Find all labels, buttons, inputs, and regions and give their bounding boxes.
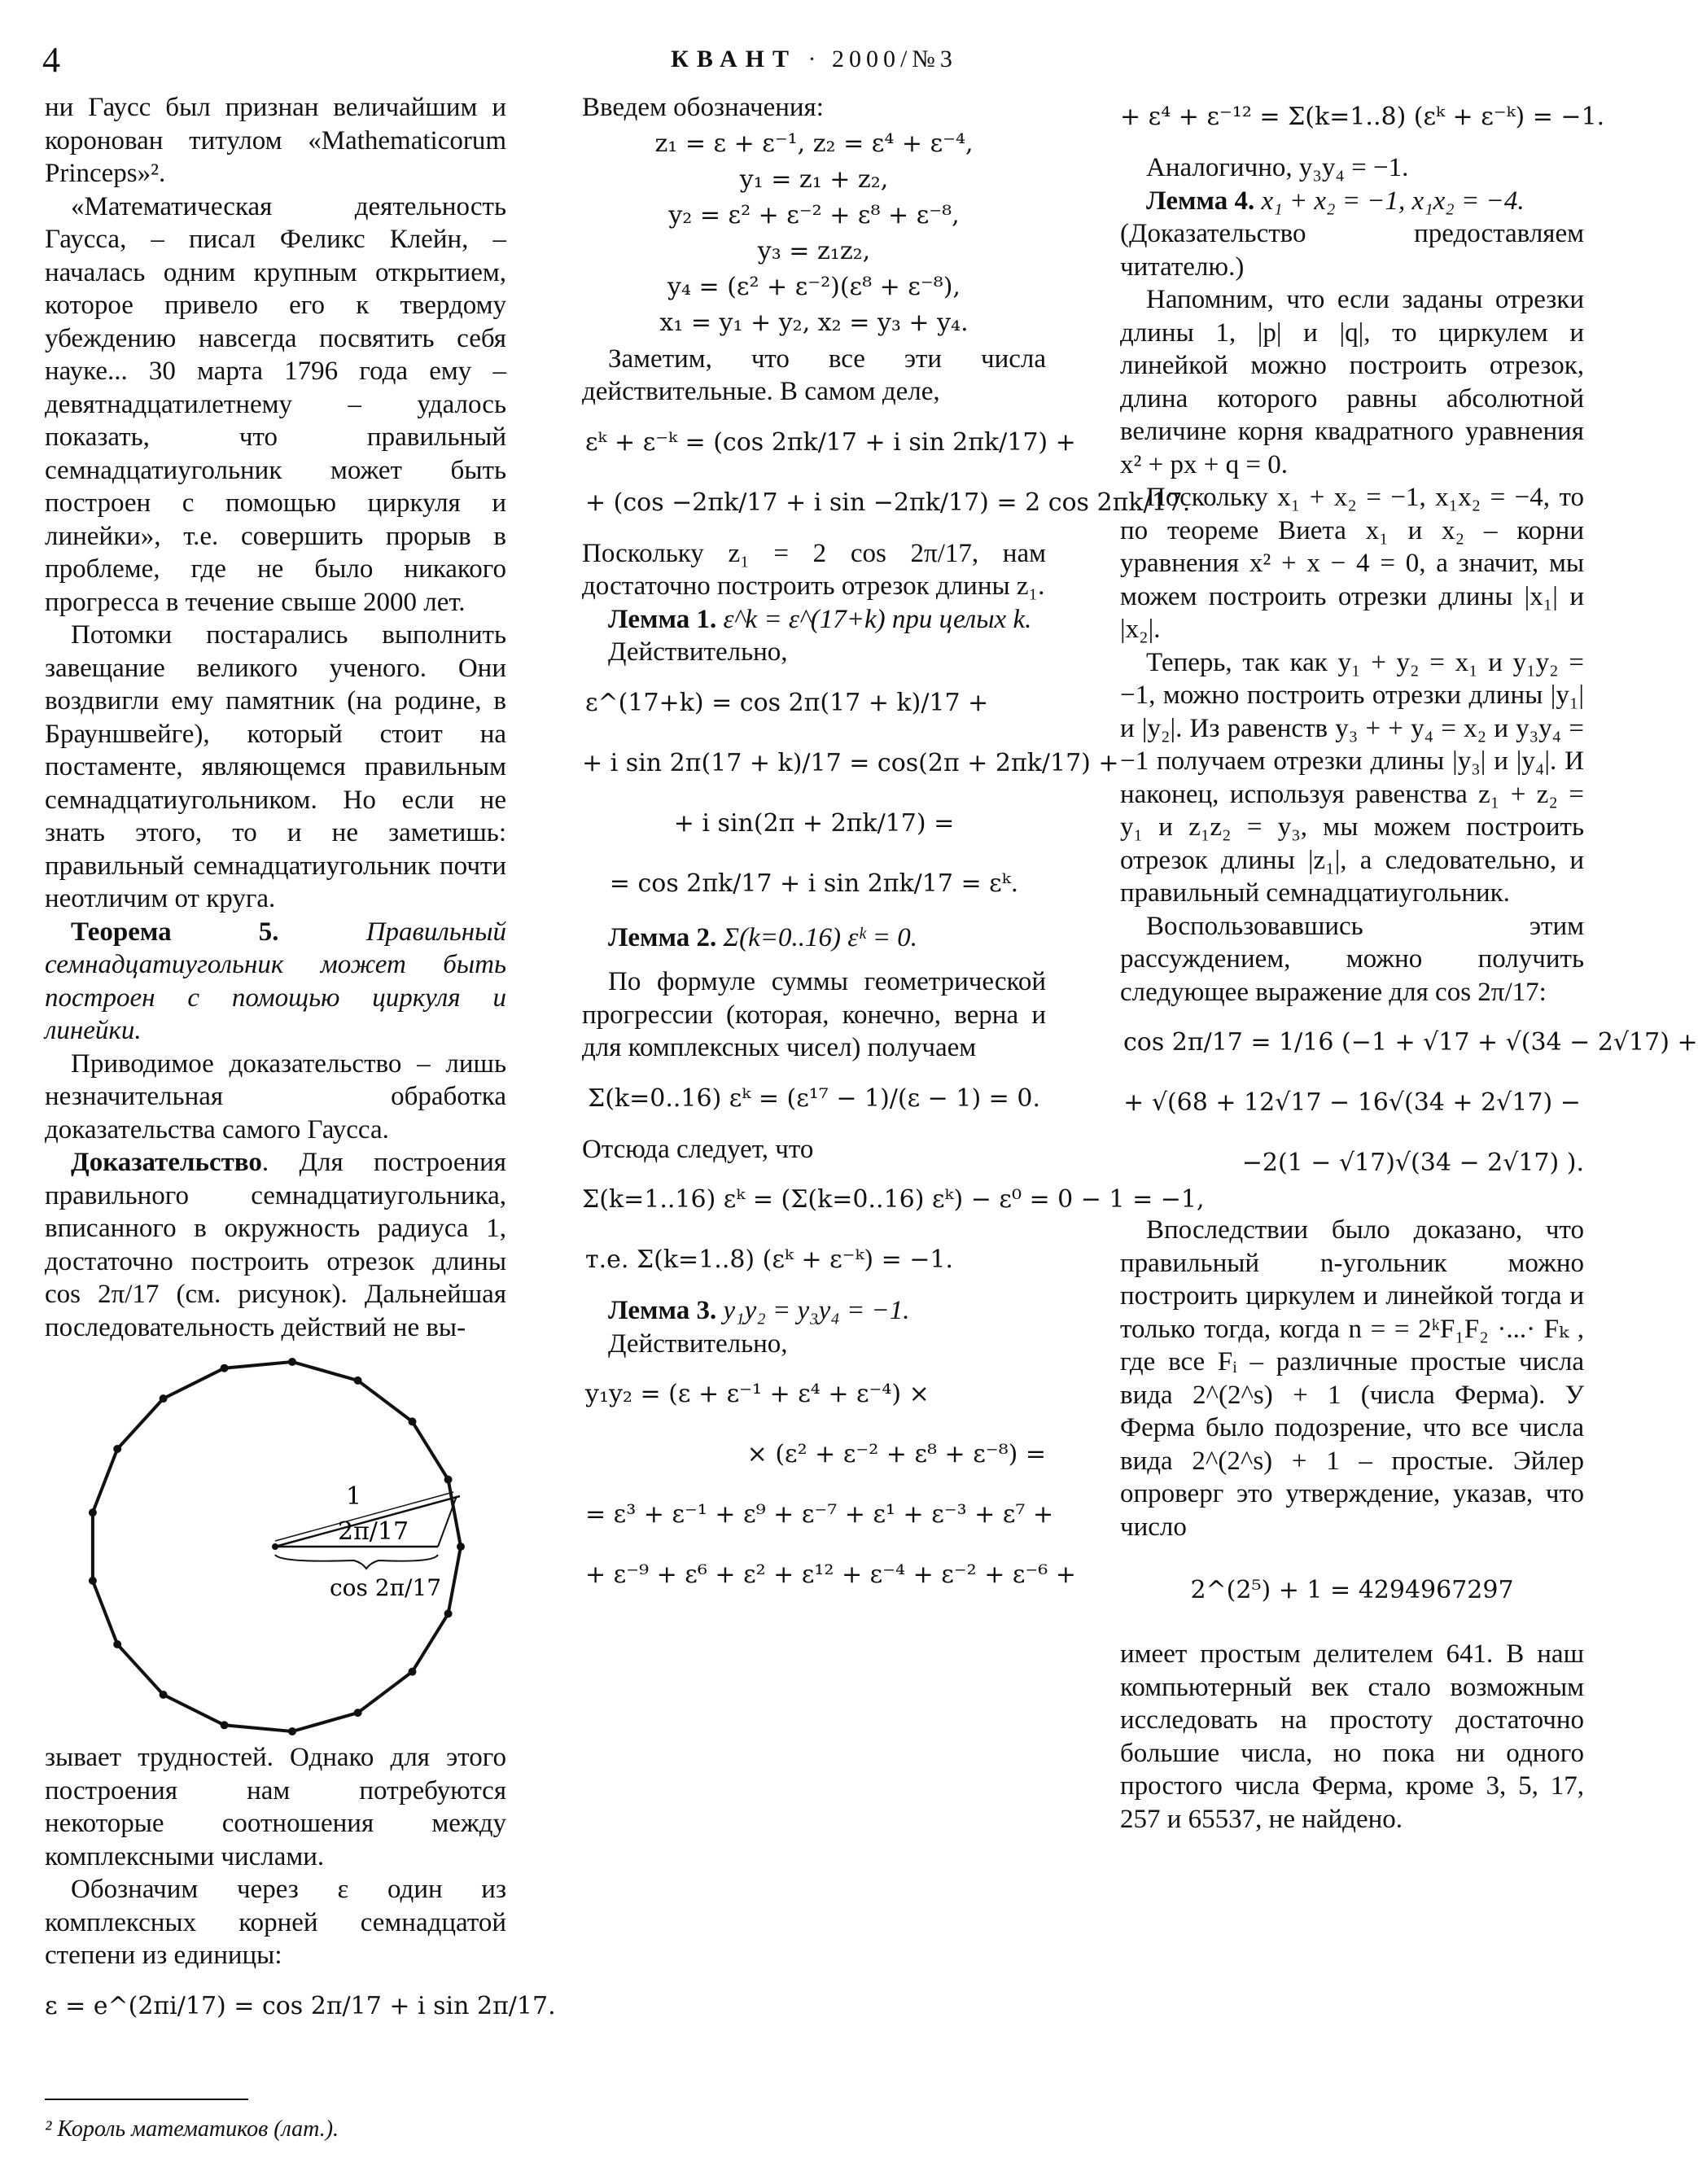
polygon-vertex bbox=[288, 1727, 296, 1735]
page-header bbox=[42, 39, 1586, 88]
eq-real-2: + (cos −2πk/17 + i sin −2πk/17) = 2 cos 2πk/17. bbox=[585, 488, 1191, 517]
polygon-vertex bbox=[444, 1476, 453, 1484]
col3-p3: Напомним, что если заданы отрезки длины 1, |p| и |q|, то циркулем и линейкой можно построить отрезок, длина которого равны абсолютной величине корня квадратного уравнения x² + px + q = 0. bbox=[1120, 285, 1584, 479]
col1-p4: Приводимое доказательство – лишь незначительная обработка доказательства самого Гаусса. bbox=[45, 1048, 506, 1145]
lemma-2 bbox=[582, 921, 1046, 955]
eq-geom-sum: Σ(k=0..16) εᵏ = (ε¹⁷ − 1)/(ε − 1) = 0. bbox=[588, 1083, 1040, 1113]
lemma-1-text: ε^k = ε^(17+k) при целых k. bbox=[723, 604, 1032, 634]
fig-label-angle: 2π/17 bbox=[338, 1517, 409, 1546]
journal-issue: · 2000/№3 bbox=[807, 46, 957, 72]
col2-p6: Отсюда следует, что bbox=[582, 1134, 814, 1164]
polygon-vertex bbox=[409, 1417, 417, 1425]
lemma-1-label: Лемма 1. bbox=[608, 604, 717, 634]
col1-p1: ни Гаусс был признан величайшим и коронован титулом «Mathematicorum Princeps»². bbox=[45, 93, 506, 188]
eq-y2: y₂ = ε² + ε⁻² + ε⁸ + ε⁻⁸, bbox=[668, 200, 960, 230]
eq-sum-2: т.е. Σ(k=1..8) (εᵏ + ε⁻ᵏ) = −1. bbox=[585, 1245, 954, 1274]
col1-p6: Обозначим через ε один из комплексных корней семнадцатой степени из единицы: bbox=[45, 1875, 506, 1970]
eq-epsilon: ε = e^(2πi/17) = cos 2π/17 + i sin 2π/17. bbox=[45, 1991, 556, 2020]
polygon-vertex bbox=[409, 1668, 417, 1676]
eq-real-1: εᵏ + ε⁻ᵏ = (cos 2πk/17 + i sin 2πk/17) + bbox=[585, 427, 1076, 457]
theorem-label: Теорема 5. bbox=[71, 917, 279, 947]
eq-fermat: 2^(2⁵) + 1 = 4294967297 bbox=[1190, 1576, 1514, 1604]
journal-name: КВАНТ bbox=[671, 46, 797, 72]
polygon-vertex bbox=[288, 1358, 296, 1366]
footnote: ² Король математиков (лат.). bbox=[45, 2116, 339, 2142]
eq-cos-3: −2(1 − √17)√(34 − 2√17) ). bbox=[1241, 1149, 1584, 1177]
theorem-text: Правильный семнадцатиугольник может быть построен с помощью циркуля и линейки. bbox=[45, 917, 507, 1045]
eq-x: x₁ = y₁ + y₂, x₂ = y₃ + y₄. bbox=[659, 308, 969, 337]
col2-p2: Заметим, что все эти числа действительные. В самом деле, bbox=[582, 344, 1046, 406]
eq-z: z₁ = ε + ε⁻¹, z₂ = ε⁴ + ε⁻⁴, bbox=[654, 129, 974, 158]
eq-lemma1-2: + i sin 2π(17 + k)/17 = cos(2π + 2πk/17) + bbox=[582, 748, 1119, 777]
eq-sum-1: Σ(k=1..16) εᵏ = (Σ(k=0..16) εᵏ) − ε⁰ = 0 − 1 = −1, bbox=[582, 1185, 1205, 1214]
fig-label-cos: cos 2π/17 bbox=[330, 1574, 442, 1601]
eq-prod-4: + ε⁻⁹ + ε⁶ + ε² + ε¹² + ε⁻⁴ + ε⁻² + ε⁻⁶ + bbox=[585, 1560, 1076, 1589]
eq-y3: y₃ = z₁z₂, bbox=[757, 236, 871, 265]
polygon-vertex bbox=[354, 1376, 362, 1385]
polygon-vertex bbox=[354, 1709, 362, 1717]
journal-title bbox=[42, 46, 1586, 73]
lemma-2-label: Лемма 2. bbox=[608, 922, 717, 952]
polygon-vertex bbox=[457, 1543, 465, 1551]
eq-lemma1-4: = cos 2πk/17 + i sin 2πk/17 = εᵏ. bbox=[609, 869, 1019, 898]
polygon-vertex bbox=[89, 1577, 97, 1585]
col2-p1: Введем обозначения: bbox=[582, 93, 824, 122]
eq-y4: y₄ = (ε² + ε⁻²)(ε⁸ + ε⁻⁸), bbox=[667, 272, 961, 301]
lemma-2-text: Σ(k=0..16) εᵏ = 0. bbox=[723, 922, 918, 952]
col3-p4: Поскольку x₁ + x₂ = −1, x₁x₂ = −4, то по теореме Виета x₁ и x₂ – корни уравнения x² + x − 4 = 0, а значит, мы можем построить отрезки длины |x₁| и |x₂|. bbox=[1120, 483, 1584, 644]
polygon-vertex bbox=[160, 1691, 168, 1699]
polygon-vertex bbox=[444, 1609, 453, 1617]
proof-text: . Для построения правильного семнадцатиугольника, вписанного в окружность радиуса 1, достаточно построить отрезок длины cos 2π/17 (см. рисунок). Дальнейшая последовательность действий не вы- bbox=[45, 1148, 506, 1342]
heptadecagon-svg bbox=[45, 1355, 506, 1738]
col1-p2: «Математическая деятельность Гаусса, – писал Феликс Клейн, – началась одним крупным открытием, которое привело его к твердому убеждению навсегда посвятить себя науке... 30 марта 1796 года ему – девятнадцатилетнему – удалось показать, что правильный семнадцатиугольник может быть построен с помощью циркуля и линейки», т.е. совершить прорыв в проблеме, где не было никакого прогресса в течение свыше 2000 лет. bbox=[45, 191, 506, 617]
fig-label-one: 1 bbox=[346, 1482, 362, 1511]
col3-p8: имеет простым делителем 641. В наш компьютерный век стало возможным исследовать на простоту достаточно большие числа, но пока ни одного простого числа Ферма, кроме 3, 5, 17, 257 и 65537, не найдено. bbox=[1120, 1639, 1584, 1834]
polygon-vertex bbox=[89, 1508, 97, 1517]
col3-p5: Теперь, так как y₁ + y₂ = x₁ и y₁y₂ = −1, можно построить отрезки длины |y₁| и |y₂|. Из равенств y₃ + + y₄ = x₂ и y₃y₄ = −1 получаем отрезки длины |y₃| и |y₄|. И наконец, используя равенства z₁ + z₂ = y₁ и z₁z₂ = y₃, мы можем построить отрезок длины |z₁|, а следовательно, и правильный семнадцатиугольник. bbox=[1120, 647, 1584, 908]
eq-prod-2: × (ε² + ε⁻² + ε⁸ + ε⁻⁸) = bbox=[746, 1440, 1046, 1468]
col2-p4: Действительно, bbox=[608, 637, 788, 667]
lemma-3 bbox=[582, 1294, 1046, 1328]
col2-p3: Поскольку z₁ = 2 cos 2π/17, нам достаточно построить отрезок длины z₁. bbox=[582, 538, 1046, 601]
proof bbox=[45, 1146, 506, 1344]
cos-brace bbox=[275, 1555, 438, 1569]
col3-p6: Воспользовавшись этим рассуждением, можно получить следующее выражение для cos 2π/17: bbox=[1120, 911, 1584, 1007]
eq-prod-3: = ε³ + ε⁻¹ + ε⁹ + ε⁻⁷ + ε¹ + ε⁻³ + ε⁷ + bbox=[585, 1500, 1054, 1529]
lemma-4 bbox=[1120, 185, 1584, 218]
heptadecagon-figure bbox=[45, 1355, 506, 1738]
col1-p5: зывает трудностей. Однако для этого построения нам потребуются некоторые соотношения между комплексными числами. bbox=[45, 1743, 506, 1871]
col2-p5: По формуле суммы геометрической прогрессии (которая, конечно, верна и для комплексных чисел) получаем bbox=[582, 967, 1046, 1062]
lemma-3-text: y₁y₂ = y₃y₄ = −1. bbox=[723, 1296, 910, 1325]
perpendicular bbox=[438, 1496, 457, 1547]
col3-p2: (Доказательство предоставляем читателю.) bbox=[1120, 219, 1584, 282]
lemma-4-label: Лемма 4. bbox=[1146, 186, 1255, 216]
eq-cos-1: cos 2π/17 = 1/16 (−1 + √17 + √(34 − 2√17) + bbox=[1123, 1028, 1698, 1057]
proof-label: Доказательство bbox=[71, 1148, 262, 1177]
lemma-4-text: x₁ + x₂ = −1, x₁x₂ = −4. bbox=[1261, 186, 1525, 216]
lemma-1 bbox=[582, 603, 1046, 637]
polygon-vertex bbox=[221, 1721, 229, 1729]
eq-lemma1-3: + i sin(2π + 2πk/17) = bbox=[673, 808, 955, 838]
column-1 bbox=[45, 91, 556, 2041]
eq-cos-2: + √(68 + 12√17 − 16√(34 + 2√17) − bbox=[1123, 1088, 1581, 1117]
col3-p1: Аналогично, y₃y₄ = −1. bbox=[1146, 153, 1409, 182]
col1-p3: Потомки постарались выполнить завещание великого ученого. Они воздвигли ему памятник (на родине, в Брауншвейге), который стоит на постаменте, являющемся правильным семнадцатиугольником. Но если не знать этого, то и не заметишь: правильный семнадцатиугольник почти неотличим от круга. bbox=[45, 620, 506, 913]
eq-y1: y₁ = z₁ + z₂, bbox=[739, 164, 889, 194]
col2-p7: Действительно, bbox=[608, 1328, 788, 1359]
column-3 bbox=[1120, 91, 1698, 1836]
polygon-vertex bbox=[160, 1394, 168, 1403]
polygon-vertex bbox=[113, 1640, 121, 1648]
lemma-3-label: Лемма 3. bbox=[608, 1296, 717, 1325]
eq-prod-1: y₁y₂ = (ε + ε⁻¹ + ε⁴ + ε⁻⁴) × bbox=[585, 1380, 930, 1408]
theorem-5 bbox=[45, 916, 506, 1048]
polygon-vertex bbox=[113, 1445, 121, 1453]
page-number: 4 bbox=[42, 40, 60, 80]
eq-lemma1-1: ε^(17+k) = cos 2π(17 + k)/17 + bbox=[585, 688, 989, 717]
eq-prod-5: + ε⁴ + ε⁻¹² = Σ(k=1..8) (εᵏ + ε⁻ᵏ) = −1. bbox=[1120, 103, 1605, 131]
col3-p7: Впоследствии было доказано, что правильный n-угольник можно построить циркулем и линейкой тогда и только тогда, когда n = = 2ᵏF₁F₂ ·...· Fₖ , где все Fᵢ – различные простые числа вида 2^(2^s) + 1 (числа Ферма). У Ферма было подозрение, что все числа вида 2^(2^s) + 1 – простые. Эйлер опроверг это утверждение, указав, что число bbox=[1120, 1215, 1584, 1542]
polygon-vertex bbox=[221, 1364, 229, 1372]
